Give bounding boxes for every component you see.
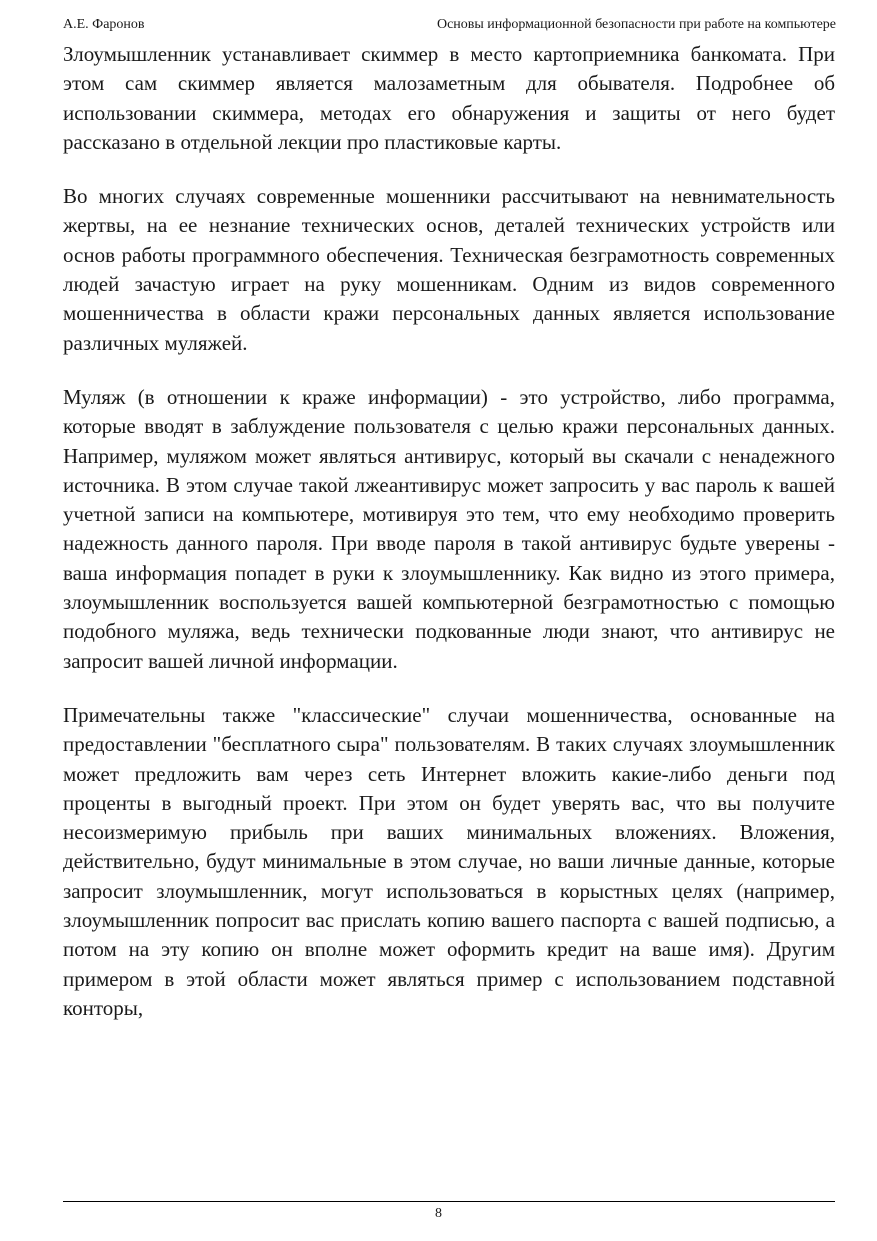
- header-document-title: Основы информационной безопасности при работе на компьютере: [436, 17, 836, 32]
- paragraph-dummy-definition: Муляж (в отношении к краже информации) - это устройство, либо программа, которые вводят в заблуждение пользователя с целью кражи персональных данных. Например, муляжом может являться антивирус, который вы скачали с ненадежного источника. В этом случае такой лжеантивирус может запросить у вас пароль к вашей учетной записи на компьютере, мотивируя это тем, что ему необходимо проверить надежность данного пароля. При вводе пароля в такой антивирус будьте уверены - ваша информация попадет в руки к злоумышленнику. Как видно из этого примера, злоумышленник воспользуется вашей компьютерной безграмотностью с помощью подобного муляжа, ведь технически подкованные люди знают, что антивирус не запросит вашей личной информации.: [63, 384, 835, 673]
- paragraph-free-cheese: Примечательны также "классические" случаи мошенничества, основанные на предоставлении "бесплатного сыра" пользователям. В таких случаях злоумышленник может предложить вам через сеть Интернет вложить какие-либо деньги под проценты в выгодный проект. При этом он будет уверять вас, что вы получите несоизмеримую прибыль при ваших минимальных вложениях. Вложения, действительно, будут минимальные в этом случае, но ваши личные данные, которые запросит злоумышленник, могут использоваться в корыстных целях (например, злоумышленник попросит вас прислать копию вашего паспорта с вашей подписью, а потом на эту копию он вполне может оформить кредит на ваше имя). Другим примером в этой области может являться пример с использованием подставной конторы,: [63, 702, 835, 1020]
- page-header: [63, 15, 836, 35]
- paragraph-fraud-inattention: Во многих случаях современные мошенники рассчитывают на невнимательность жертвы, на ее незнание технических основ, деталей технических устройств или основ работы программного обеспечения. Техническая безграмотность современных людей зачастую играет на руку мошенникам. Одним из видов современного мошенничества в области кражи персональных данных является использование различных муляжей.: [63, 184, 835, 355]
- page-body: [63, 40, 835, 1048]
- page-number: 8: [435, 1206, 442, 1221]
- footer-divider: [63, 1201, 835, 1202]
- header-author: А.Е. Фаронов: [63, 17, 145, 32]
- paragraph-skimmer: Злоумышленник устанавливает скиммер в место картоприемника банкомата. При этом сам скиммер является малозаметным для обывателя. Подробнее об использовании скиммера, методах его обнаружения и защиты от него будет рассказано в отдельной лекции про пластиковые карты.: [63, 42, 835, 154]
